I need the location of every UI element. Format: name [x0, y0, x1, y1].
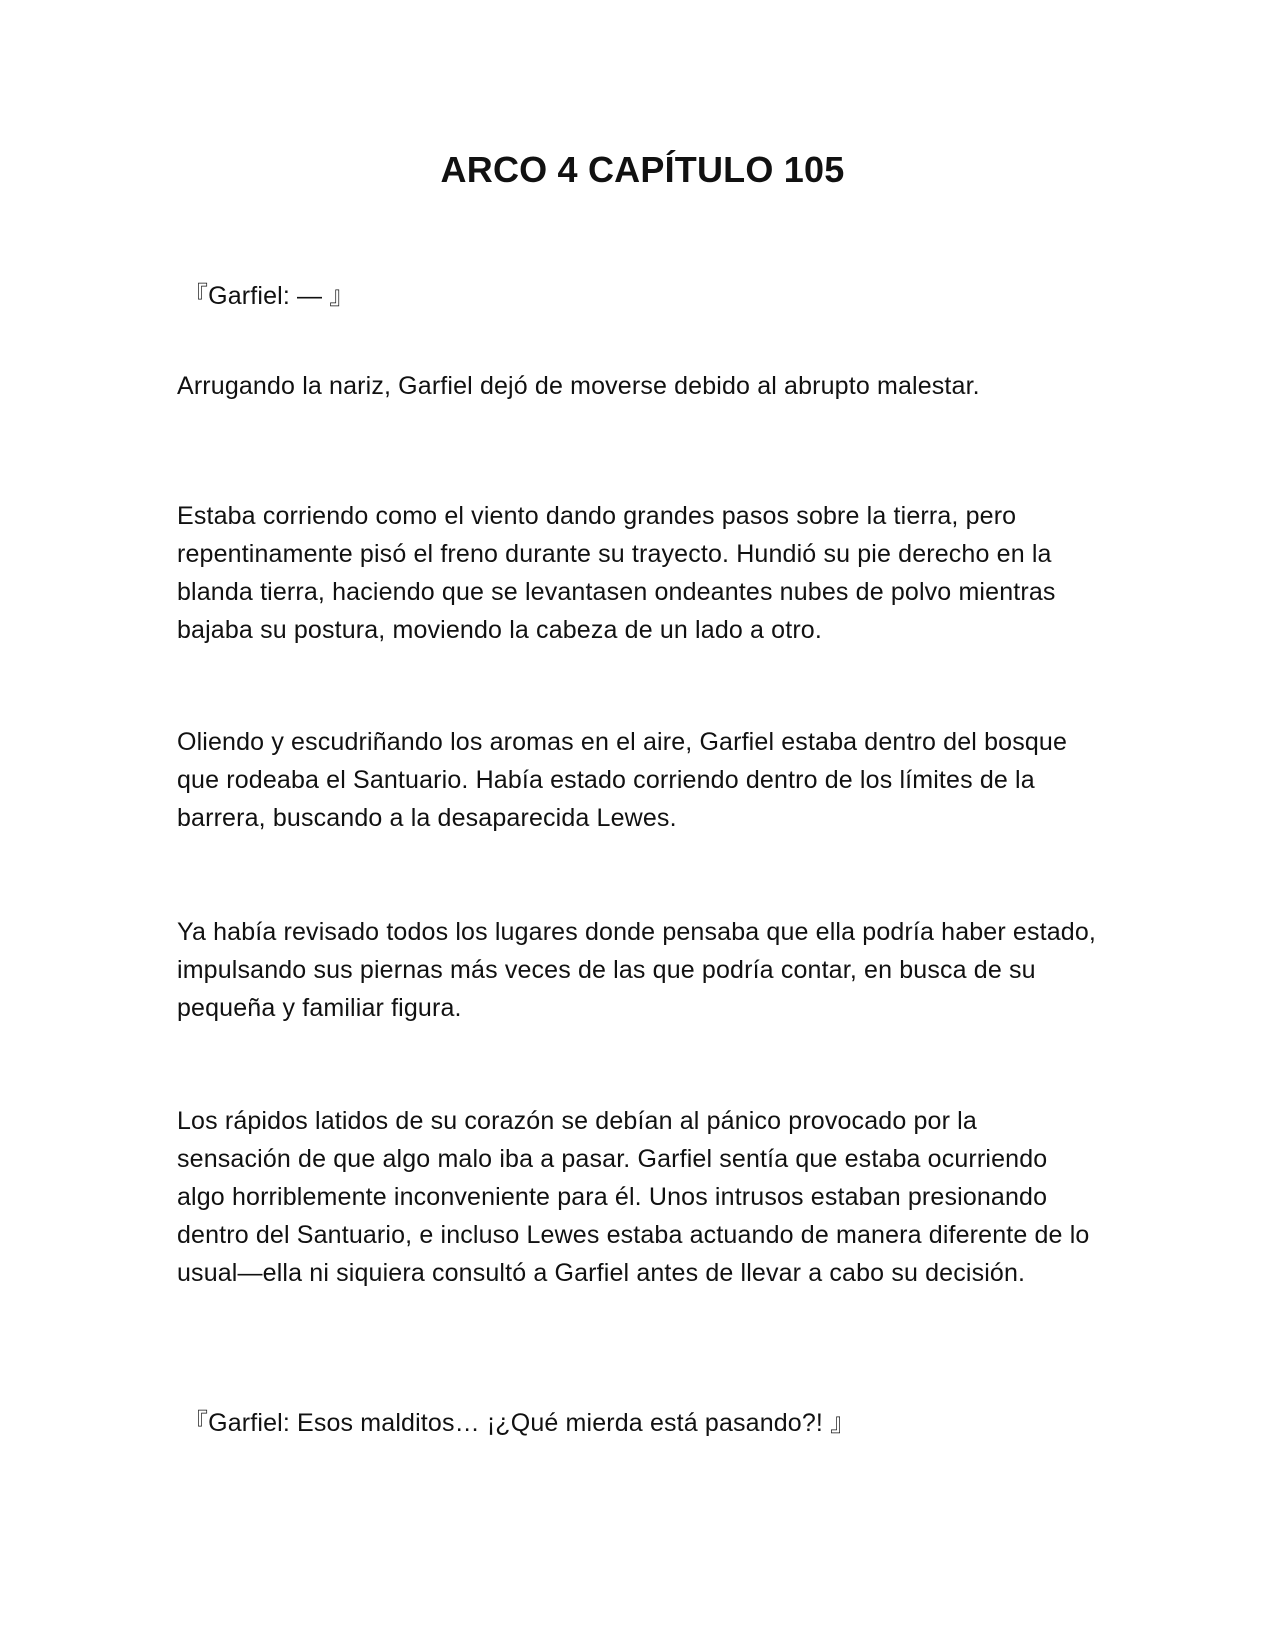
paragraph: Oliendo y escudriñando los aromas en el aire, Garfiel estaba dentro del bosque que rodeaba el Santuario. Había estado corriendo dentro de los límites de la barrera, buscando a la desaparecida Lewes.	[177, 728, 1068, 832]
dialogue-line: 『Garfiel: Esos malditos… ¡¿Qué mierda está pasando?! 』	[183, 1409, 856, 1437]
paragraph: Estaba corriendo como el viento dando grandes pasos sobre la tierra, pero repentinamente pisó el freno durante su trayecto. Hundió su pie derecho en la blanda tierra, haciendo que se levantasen ondeantes nubes de polvo mientras bajaba su postura, moviendo la cabeza de un lado a otro.	[177, 502, 1056, 644]
dialogue-line: 『Garfiel: — 』	[183, 282, 355, 310]
paragraph: Los rápidos latidos de su corazón se debían al pánico provocado por la sensación de que algo malo iba a pasar. Garfiel sentía que estaba ocurriendo algo horriblemente inconveniente para él. Unos intrusos estaban presionando dentro del Santuario, e incluso Lewes estaba actuando de manera diferente de lo usual—ella ni siquiera consultó a Garfiel antes de llevar a cabo su decisión.	[177, 1107, 1090, 1287]
paragraph: Arrugando la nariz, Garfiel dejó de moverse debido al abrupto malestar.	[177, 372, 980, 400]
chapter-title: ARCO 4 CAPÍTULO 105	[440, 149, 845, 190]
paragraph: Ya había revisado todos los lugares donde pensaba que ella podría haber estado, impulsando sus piernas más veces de las que podría contar, en busca de su pequeña y familiar figura.	[177, 918, 1096, 1022]
